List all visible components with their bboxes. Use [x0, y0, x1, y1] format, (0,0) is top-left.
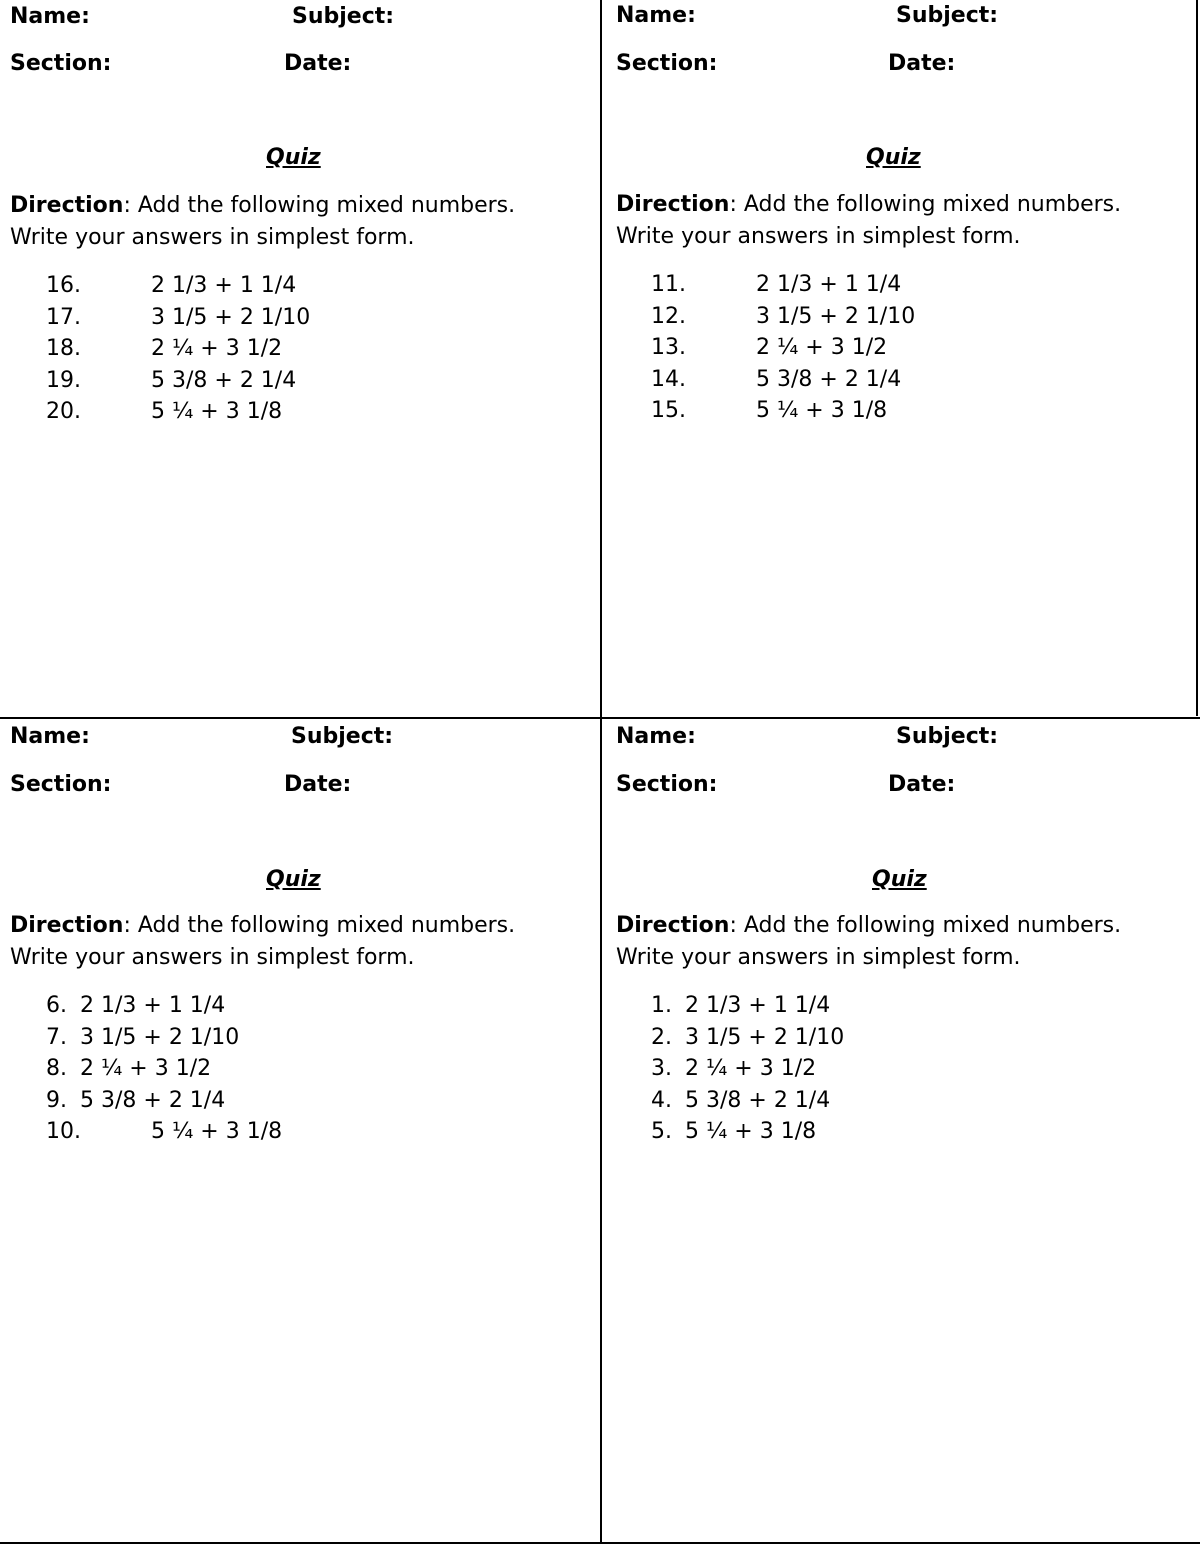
list-item [46, 1116, 546, 1148]
subject-label: Subject: [896, 724, 999, 749]
item-number: 5. [651, 1119, 672, 1145]
direction-text [10, 190, 515, 254]
quiz-title: Quiz [266, 145, 321, 170]
list-item [651, 1053, 1151, 1085]
list-item [46, 1085, 546, 1117]
item-number: 12. [651, 303, 686, 329]
item-problem: 3 1/5 + 2 1/10 [80, 1024, 240, 1050]
item-problem: 5 ¼ + 3 1/8 [756, 398, 888, 424]
quiz-title: Quiz [266, 867, 321, 892]
list-item [651, 269, 1151, 301]
direction-text [10, 910, 515, 974]
item-number: 14. [651, 366, 686, 392]
quiz-title: Quiz [866, 145, 921, 170]
item-number: 3. [651, 1056, 672, 1082]
direction-line2: Write your answers in simplest form. [616, 224, 1021, 249]
item-number: 7. [46, 1024, 67, 1050]
item-problem: 5 3/8 + 2 1/4 [151, 367, 297, 393]
item-number: 20. [46, 399, 81, 425]
subject-label: Subject: [292, 4, 395, 29]
item-number: 10. [46, 1119, 81, 1145]
item-problem: 3 1/5 + 2 1/10 [685, 1024, 845, 1050]
list-item [651, 364, 1151, 396]
item-problem: 5 ¼ + 3 1/8 [151, 1119, 283, 1145]
item-problem: 5 ¼ + 3 1/8 [685, 1119, 817, 1145]
problem-list [46, 270, 546, 428]
item-number: 4. [651, 1087, 672, 1113]
date-label: Date: [284, 772, 352, 797]
item-number: 11. [651, 272, 686, 297]
item-problem: 2 ¼ + 3 1/2 [685, 1056, 817, 1082]
list-item [46, 1022, 546, 1054]
list-item [651, 332, 1151, 364]
item-problem: 5 3/8 + 2 1/4 [756, 366, 902, 392]
direction-word: Direction [10, 913, 124, 938]
date-label: Date: [888, 772, 956, 797]
item-number: 8. [46, 1056, 67, 1082]
problem-list [651, 269, 1151, 427]
item-number: 19. [46, 367, 81, 393]
problem-list [46, 990, 546, 1148]
item-problem: 2 ¼ + 3 1/2 [151, 336, 283, 362]
direction-rest: : Add the following mixed numbers. [729, 192, 1122, 217]
item-number: 16. [46, 273, 81, 298]
quiz-top-right [604, 0, 1200, 718]
list-item [651, 1085, 1151, 1117]
list-item [651, 990, 1151, 1022]
quiz-top-left [0, 0, 601, 718]
item-number: 6. [46, 993, 67, 1018]
section-label: Section: [10, 772, 112, 797]
item-problem: 3 1/5 + 2 1/10 [151, 304, 311, 330]
item-problem: 2 1/3 + 1 1/4 [756, 272, 902, 297]
name-label: Name: [616, 3, 696, 28]
item-problem: 5 3/8 + 2 1/4 [685, 1087, 831, 1113]
list-item [46, 1053, 546, 1085]
item-problem: 2 ¼ + 3 1/2 [80, 1056, 212, 1082]
quiz-title: Quiz [872, 867, 927, 892]
item-number: 1. [651, 993, 672, 1018]
list-item [46, 990, 546, 1022]
list-item [46, 270, 546, 302]
direction-word: Direction [10, 193, 124, 218]
subject-label: Subject: [896, 3, 999, 28]
problem-list [651, 990, 1151, 1148]
item-number: 18. [46, 336, 81, 362]
item-problem: 2 1/3 + 1 1/4 [151, 273, 297, 298]
item-number: 17. [46, 304, 81, 330]
date-label: Date: [284, 51, 352, 76]
section-label: Section: [616, 772, 718, 797]
item-problem: 2 1/3 + 1 1/4 [685, 993, 831, 1018]
direction-rest: : Add the following mixed numbers. [729, 913, 1122, 938]
direction-rest: : Add the following mixed numbers. [123, 193, 516, 218]
item-problem: 5 ¼ + 3 1/8 [151, 399, 283, 425]
date-label: Date: [888, 51, 956, 76]
item-number: 15. [651, 398, 686, 424]
direction-word: Direction [616, 913, 730, 938]
direction-text [616, 910, 1121, 974]
direction-line2: Write your answers in simplest form. [616, 945, 1021, 970]
name-label: Name: [616, 724, 696, 749]
direction-text [616, 189, 1121, 253]
item-number: 13. [651, 335, 686, 361]
list-item [46, 396, 546, 428]
list-item [46, 365, 546, 397]
quiz-bottom-left [0, 720, 601, 1543]
item-problem: 3 1/5 + 2 1/10 [756, 303, 916, 329]
direction-line2: Write your answers in simplest form. [10, 225, 415, 250]
item-problem: 2 ¼ + 3 1/2 [756, 335, 888, 361]
list-item [46, 333, 546, 365]
list-item [651, 301, 1151, 333]
item-number: 9. [46, 1087, 67, 1113]
item-number: 2. [651, 1024, 672, 1050]
quiz-bottom-right [604, 720, 1200, 1543]
item-problem: 5 3/8 + 2 1/4 [80, 1087, 226, 1113]
list-item [651, 1116, 1151, 1148]
direction-line2: Write your answers in simplest form. [10, 945, 415, 970]
direction-word: Direction [616, 192, 730, 217]
list-item [651, 395, 1151, 427]
direction-rest: : Add the following mixed numbers. [123, 913, 516, 938]
name-label: Name: [10, 724, 90, 749]
name-label: Name: [10, 4, 90, 29]
section-label: Section: [10, 51, 112, 76]
item-problem: 2 1/3 + 1 1/4 [80, 993, 226, 1018]
section-label: Section: [616, 51, 718, 76]
list-item [651, 1022, 1151, 1054]
subject-label: Subject: [291, 724, 394, 749]
list-item [46, 302, 546, 334]
